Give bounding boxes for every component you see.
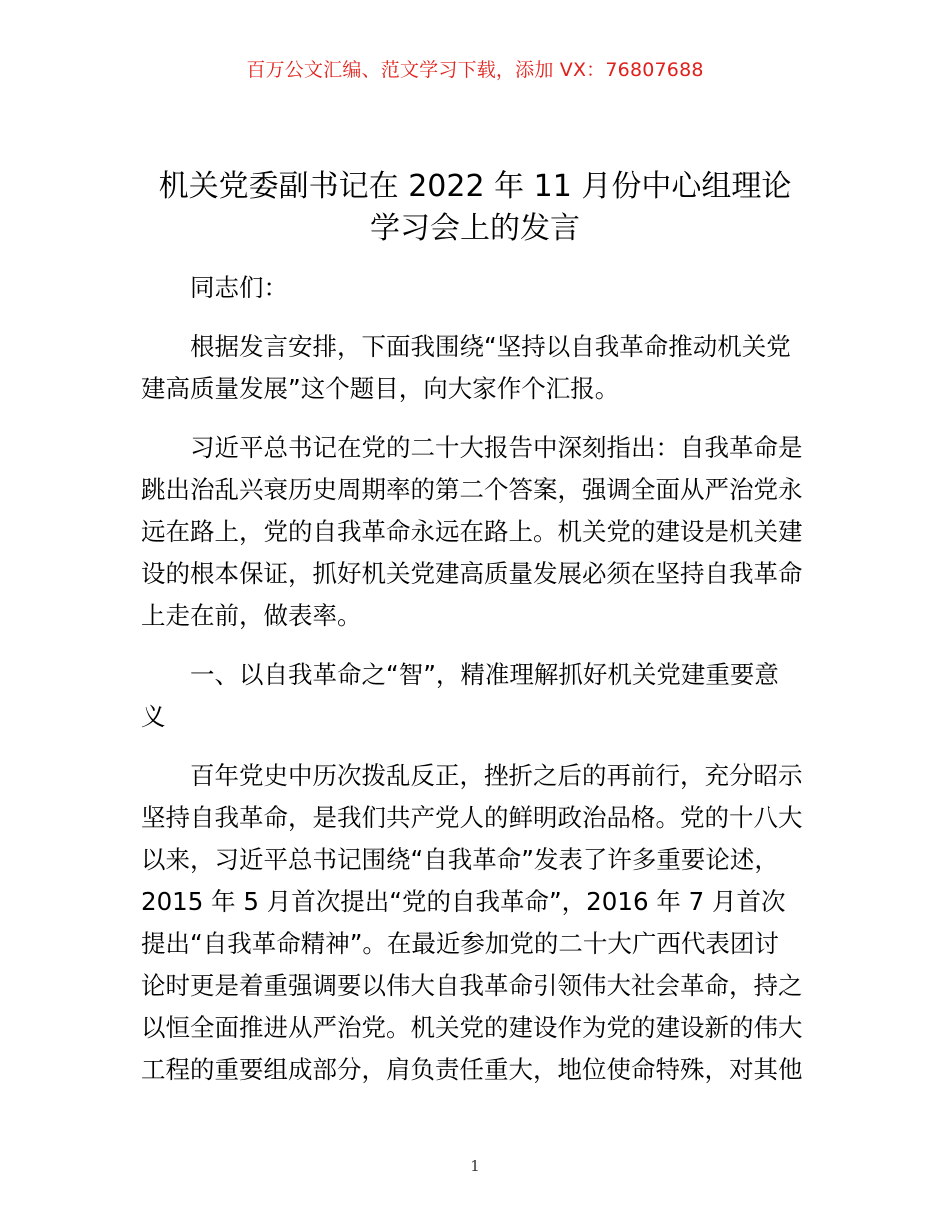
page-number: 1	[470, 1157, 480, 1175]
paragraph-line: 2015 年 5 月首次提出“党的自我革命”，2016 年 7 月首次	[141, 887, 786, 916]
paragraph-line: 习近平总书记在党的二十大报告中深刻指出：自我革命是	[190, 433, 803, 462]
paragraph-line: 百年党史中历次拨乱反正，挫折之后的再前行，充分昭示	[190, 761, 803, 790]
paragraph-salutation	[141, 267, 831, 309]
title-line: 机关党委副书记在 2022 年 11 月份中心组理论	[158, 169, 792, 204]
document-body	[141, 267, 831, 1108]
paragraph-line: 根据发言安排，下面我围绕“坚持以自我革命推动机关党	[190, 332, 791, 361]
paragraph-line: 同志们：	[190, 273, 288, 302]
paragraph-line: 一、以自我革命之“智”，精准理解抓好机关党建重要意	[190, 660, 779, 689]
paragraph-line: 义	[141, 702, 166, 731]
paragraph-line: 工程的重要组成部分，肩负责任重大，地位使命特殊，对其他	[141, 1055, 803, 1084]
paragraph-line: 设的根本保证，抓好机关党建高质量发展必须在坚持自我革命	[141, 559, 803, 588]
document-title	[110, 166, 840, 250]
paragraph-history	[141, 755, 831, 1091]
paragraph-line: 建高质量发展”这个题目，向大家作个汇报。	[141, 374, 620, 403]
paragraph-line: 提出“自我革命精神”。在最近参加党的二十大广西代表团讨	[141, 929, 779, 958]
paragraph-context	[141, 427, 831, 637]
paragraph-line: 坚持自我革命，是我们共产党人的鲜明政治品格。党的十八大	[141, 803, 803, 832]
header-notice: 百万公文汇编、范文学习下载，添加 VX：76807688	[246, 59, 704, 81]
paragraph-line: 以恒全面推进从严治党。机关党的建设作为党的建设新的伟大	[141, 1013, 803, 1042]
paragraph-line: 以来，习近平总书记围绕“自我革命”发表了许多重要论述，	[141, 845, 779, 874]
paragraph-line: 论时更是着重强调要以伟大自我革命引领伟大社会革命，持之	[141, 971, 803, 1000]
paragraph-line: 上走在前，做表率。	[141, 601, 362, 630]
paragraph-line: 远在路上，党的自我革命永远在路上。机关党的建设是机关建	[141, 517, 803, 546]
title-line: 学习会上的发言	[370, 211, 580, 246]
paragraph-intro	[141, 326, 831, 410]
paragraph-line: 跳出治乱兴衰历史周期率的第二个答案，强调全面从严治党永	[141, 475, 803, 504]
section-heading-1	[141, 654, 831, 738]
